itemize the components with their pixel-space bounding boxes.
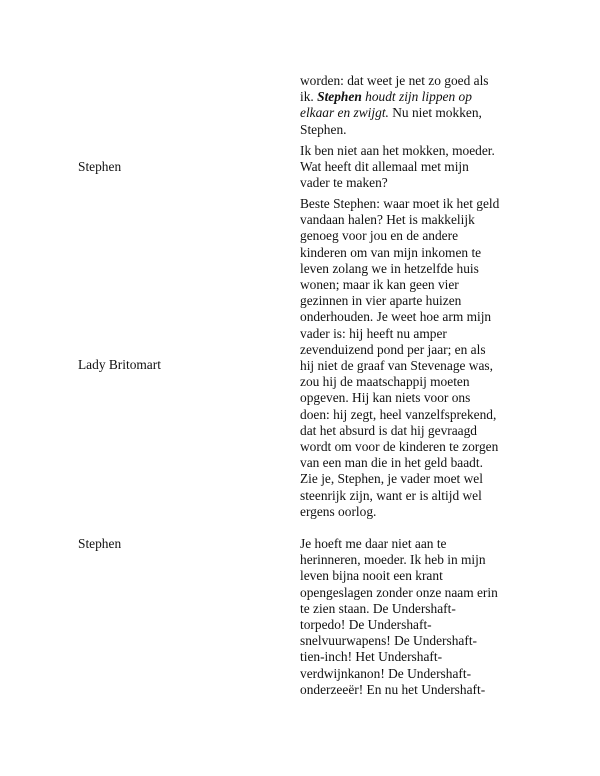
text-fragment: ik.: [300, 89, 314, 105]
text-line: Ik ben niet aan het mokken, moeder.: [300, 143, 495, 158]
text-line: leven zolang we in hetzelfde huis: [300, 260, 479, 276]
text-line: opengeslagen zonder onze naam erin: [300, 584, 498, 600]
text-line: wonen; maar ik kan geen vier: [300, 277, 459, 293]
text-line: dat het absurd is dat hij gevraagd: [300, 422, 478, 438]
stage-direction: elkaar en zwijgt.: [300, 105, 389, 121]
text-line: zevenduizend pond per jaar; en als: [300, 341, 486, 357]
stage-direction-name: Stephen: [317, 89, 362, 105]
text-line: genoeg voor jou en de andere: [300, 228, 459, 244]
text-line: steenrijk zijn, want er is altijd wel: [300, 487, 482, 503]
text-line: Wat heeft dit allemaal met mijn: [300, 159, 469, 175]
text-line: verdwijnkanon! De Undershaft-: [300, 665, 472, 681]
text-line: Beste Stephen: waar moet ik het geld: [300, 196, 500, 211]
text-line: torpedo! De Undershaft-: [300, 617, 432, 633]
text-line: herinneren, moeder. Ik heb in mijn: [300, 552, 486, 568]
text-line: te zien staan. De Undershaft-: [300, 600, 456, 616]
text-line: onderzeeër! En nu het Undershaft-: [300, 681, 486, 697]
text-line: vader te maken?: [300, 175, 388, 191]
text-line: ergens oorlog.: [300, 503, 377, 519]
text-line: leven bijna nooit een krant: [300, 568, 443, 584]
text-line: doen: hij zegt, heel vanzelfsprekend,: [300, 406, 497, 422]
text-line: vader is: hij heeft nu amper: [300, 325, 447, 341]
stage-direction: houdt zijn lippen op: [365, 89, 472, 105]
text-fragment: Nu niet mokken,: [392, 105, 482, 121]
text-line: vandaan halen? Het is makkelijk: [300, 212, 475, 228]
text-line: wordt om voor de kinderen te zorgen: [300, 439, 499, 455]
text-line: gezinnen in vier aparte huizen: [300, 293, 462, 309]
text-line: hij niet de graaf van Stevenage was,: [300, 358, 493, 374]
speech-text: [300, 143, 530, 192]
speech-text: [300, 196, 530, 520]
text-line: kinderen om van mijn inkomen te: [300, 244, 482, 260]
text-line: Zie je, Stephen, je vader moet wel: [300, 471, 483, 487]
text-line-with-stage-direction: [300, 89, 530, 105]
text-line: zou hij de maatschappij moeten: [300, 374, 470, 390]
text-line: snelvuurwapens! De Undershaft-: [300, 633, 477, 649]
speech-text: [300, 536, 530, 698]
text-line: worden: dat weet je net zo goed als: [300, 73, 489, 88]
speech-text: [300, 73, 530, 138]
text-line-with-stage-direction: [300, 105, 530, 121]
text-line: Je hoeft me daar niet aan te: [300, 536, 447, 551]
text-line: van een man die in het geld baadt.: [300, 455, 483, 471]
text-line: onderhouden. Je weet hoe arm mijn: [300, 309, 492, 325]
speaker-name: Lady Britomart: [78, 357, 161, 372]
speaker-name: Stephen: [78, 159, 122, 174]
speaker-name: Stephen: [78, 536, 122, 551]
text-line: Stephen.: [300, 121, 347, 137]
text-line: opgeven. Hij kan niets voor ons: [300, 390, 471, 406]
text-line: tien-inch! Het Undershaft-: [300, 649, 443, 665]
